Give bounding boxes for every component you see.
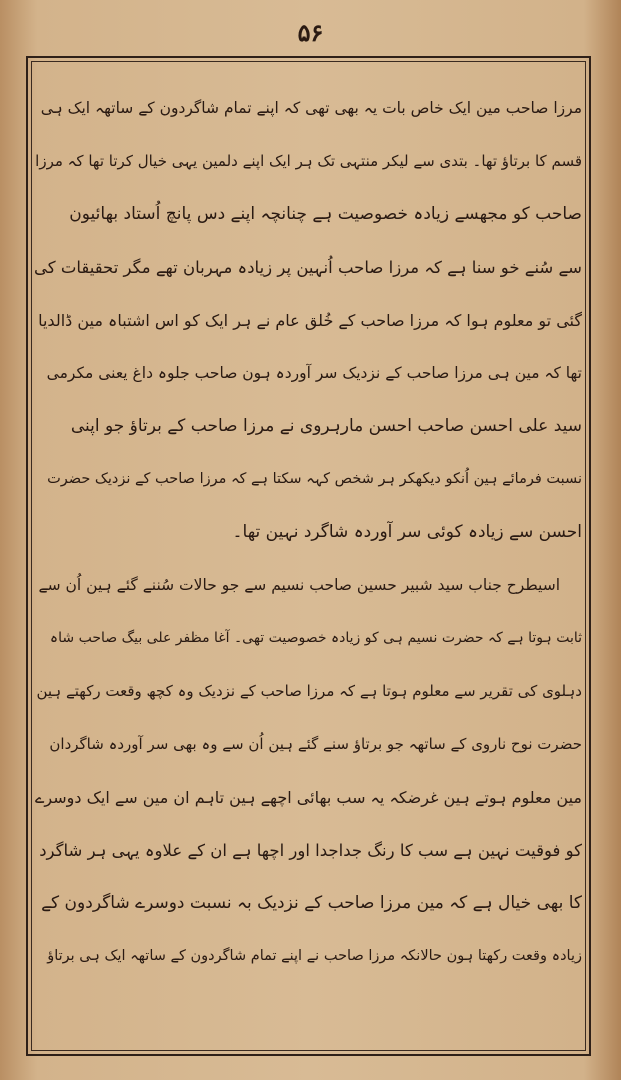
text-line: قسم کا برتاؤ تھا۔ بتدی سے لیکر منتہی تک ہر ایک اپنے دلمین یہی خیال کرتا تھا کہ مرزا bbox=[35, 152, 582, 170]
text-line: تھا کہ مین ہی مرزا صاحب کے نزدیک سر آوردہ ہون صاحب جلوہ داغ یعنی مکرمی bbox=[46, 364, 582, 382]
text-line: سے سُنے خو سنا ہے کہ مرزا صاحب اُنہین پر زیادہ مہربان تھے مگر تحقیقات کی bbox=[34, 258, 582, 277]
text-line: کا بھی خیال ہے کہ مین مرزا صاحب کے نزدیک بہ نسبت دوسرے شاگردون کے bbox=[41, 893, 582, 913]
text-line: سید علی احسن صاحب احسن مارہروی نے مرزا صاحب کے برتاؤ جو اپنی bbox=[70, 416, 582, 436]
text-line: ثابت ہوتا ہے کہ حضرت نسیم ہی کو زیادہ خصوصیت تھی۔ آغا مظفر علی بیگ صاحب شاہ bbox=[49, 630, 582, 646]
text-line: صاحب کو مجھسے زیادہ خصوصیت ہے چنانچہ اپنے دس پانچ اُستاد بھائیون bbox=[69, 204, 582, 224]
text-line: نسبت فرمائے ہین اُنکو دیکھکر ہر شخص کہہ سکتا ہے کہ مرزا صاحب کے نزدیک حضرت bbox=[47, 471, 582, 487]
text-line: دہلوی کی تقریر سے معلوم ہوتا ہے کہ مرزا صاحب کے نزدیک وہ کچھ وقعت رکھتے ہین bbox=[36, 682, 582, 700]
text-line: حضرت نوح ناروی کے ساتھہ جو برتاؤ سنے گئے ہین اُن سے وہ بھی سر آوردہ شاگردان bbox=[49, 735, 582, 753]
body-text bbox=[34, 82, 582, 983]
text-line: اسیطرح جناب سید شبیر حسین صاحب نسیم سے جو حالات سُننے گئے ہین اُن سے bbox=[38, 576, 560, 594]
text-line: زیادہ وقعت رکھتا ہون حالانکہ مرزا صاحب نے اپنے تمام شاگردون کے ساتھہ ایک ہی برتاؤ bbox=[47, 948, 582, 964]
text-line: کو فوقیت نہین ہے سب کا رنگ جداجدا اور اچھا ہے ان کے علاوہ یہی ہر شاگرد bbox=[39, 841, 582, 860]
page-number: ۵۶ bbox=[297, 18, 324, 47]
text-line: احسن سے زیادہ کوئی سر آوردہ شاگرد نہین تھا۔ bbox=[232, 522, 582, 542]
text-line: گئی تو معلوم ہوا کہ مرزا صاحب کے خُلق عام نے ہر ایک کو اس اشتباہ مین ڈالدیا bbox=[38, 311, 582, 330]
text-line: مرزا صاحب مین ایک خاص بات یہ بھی تھی کہ اپنے تمام شاگردون کے ساتھہ ایک ہی bbox=[40, 99, 582, 117]
text-line: مین معلوم ہوتے ہین غرضکہ یہ سب بھائی اچھے ہین تاہم ان مین سے ایک دوسرے bbox=[35, 788, 582, 807]
